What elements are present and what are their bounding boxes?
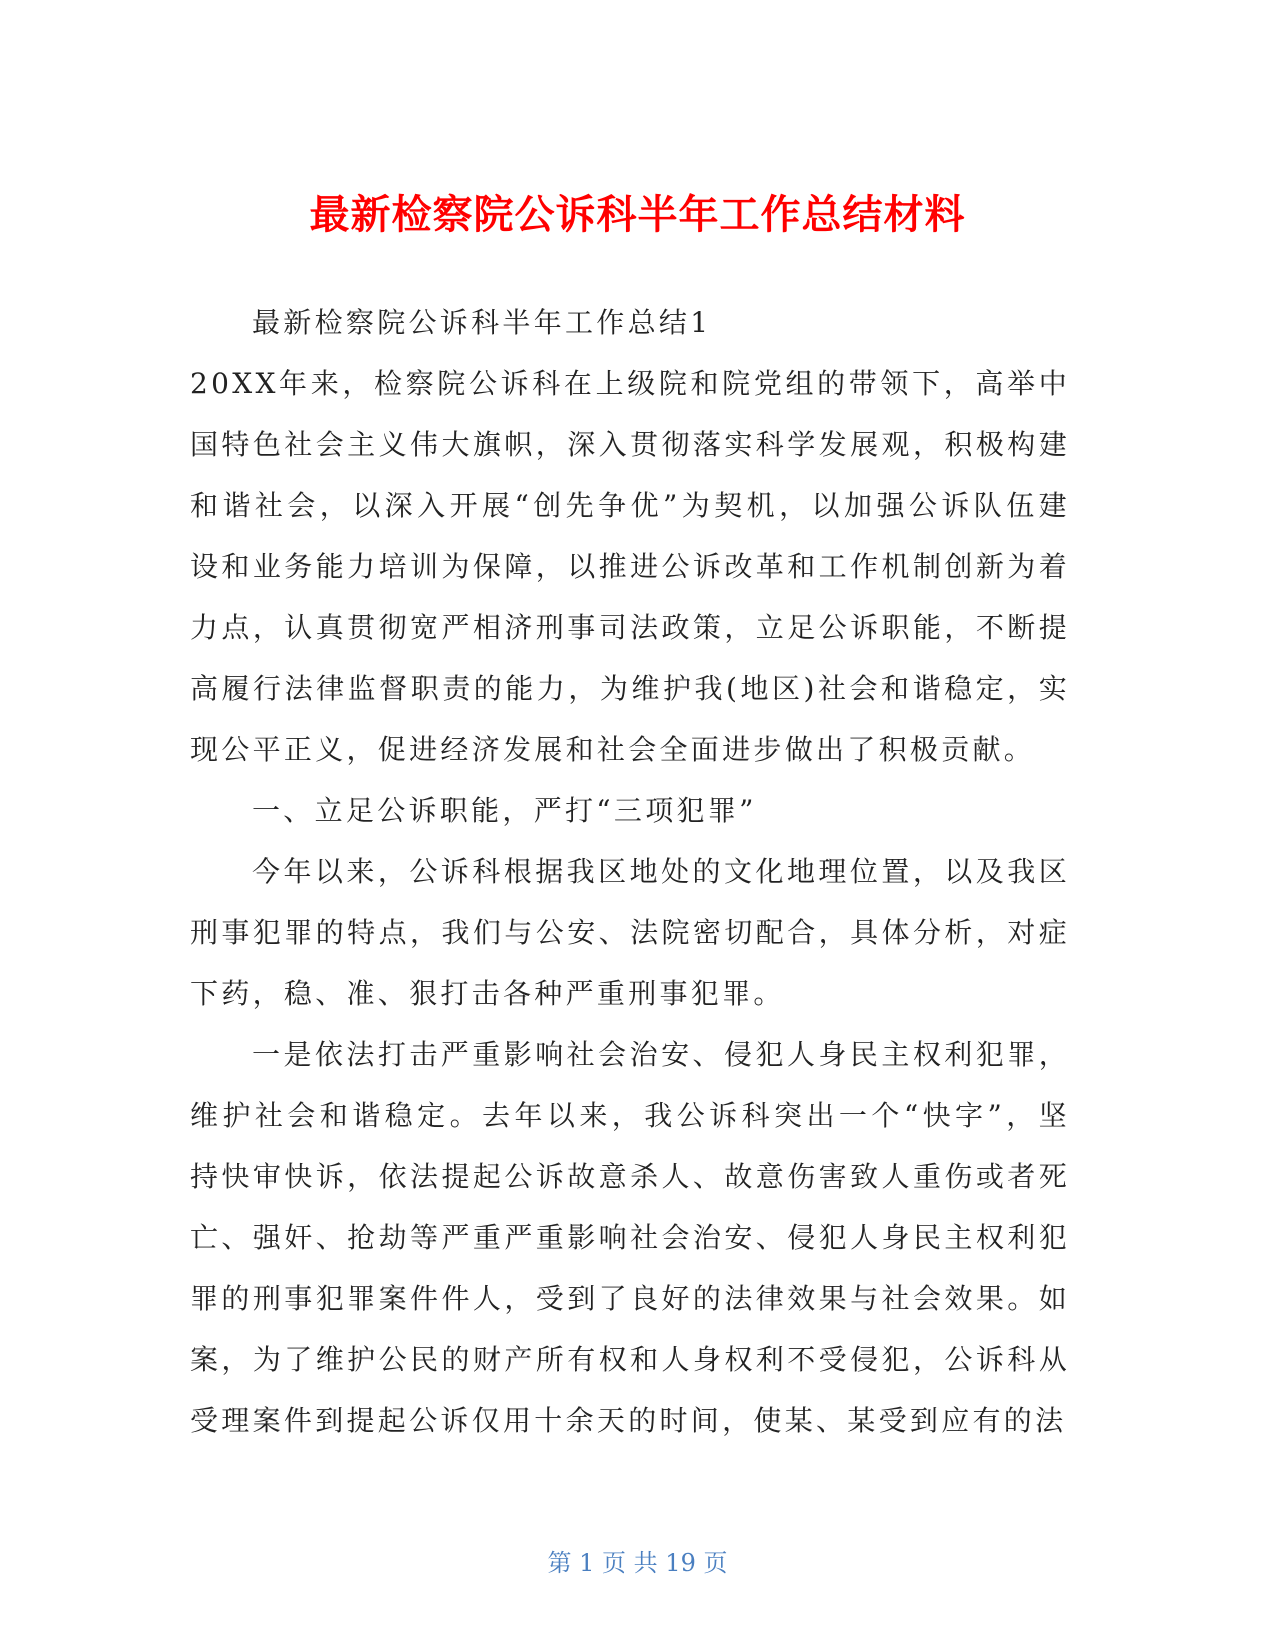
document-body [190,292,1070,1451]
paragraph: 今年以来，公诉科根据我区地处的文化地理位置，以及我区刑事犯罪的特点，我们与公安、法院密切配合，具体分析，对症下药，稳、准、狠打击各种严重刑事犯罪。 [190,855,1070,1010]
section-heading: 一、立足公诉职能，严打“三项犯罪” [252,794,757,827]
paragraph: 一是依法打击严重影响社会治安、侵犯人身民主权利犯罪，维护社会和谐稳定。去年以来，我公诉科突出一个“快字”，坚持快审快诉，依法提起公诉故意杀人、故意伤害致人重伤或者死亡、强奸、抢劫等严重严重影响社会治安、侵犯人身民主权利犯罪的刑事犯罪案件件人，受到了良好的法律效果与社会效果。如案，为了维护公民的财产所有权和人身权利不受侵犯，公诉科从受理案件到提起公诉仅用十余天的时间，使某、某受到应有的法 [190,1038,1070,1437]
section-heading: 最新检察院公诉科半年工作总结1 [252,306,712,339]
paragraph-intro: 20XX年来，检察院公诉科在上级院和院党组的带领下，高举中国特色社会主义伟大旗帜，深入贯彻落实科学发展观，积极构建和谐社会，以深入开展“创先争优”为契机，以加强公诉队伍建设和业务能力培训为保障，以推进公诉改革和工作机制创新为着力点，认真贯彻宽严相济刑事司法政策，立足公诉职能，不断提高履行法律监督职责的能力，为维护我(地区)社会和谐稳定，实现公平正义，促进经济发展和社会全面进步做出了积极贡献。 [190,367,1070,766]
document-title: 最新检察院公诉科半年工作总结材料 [309,191,966,238]
page-number-footer: 第 1 页 共 19 页 [547,1549,728,1577]
